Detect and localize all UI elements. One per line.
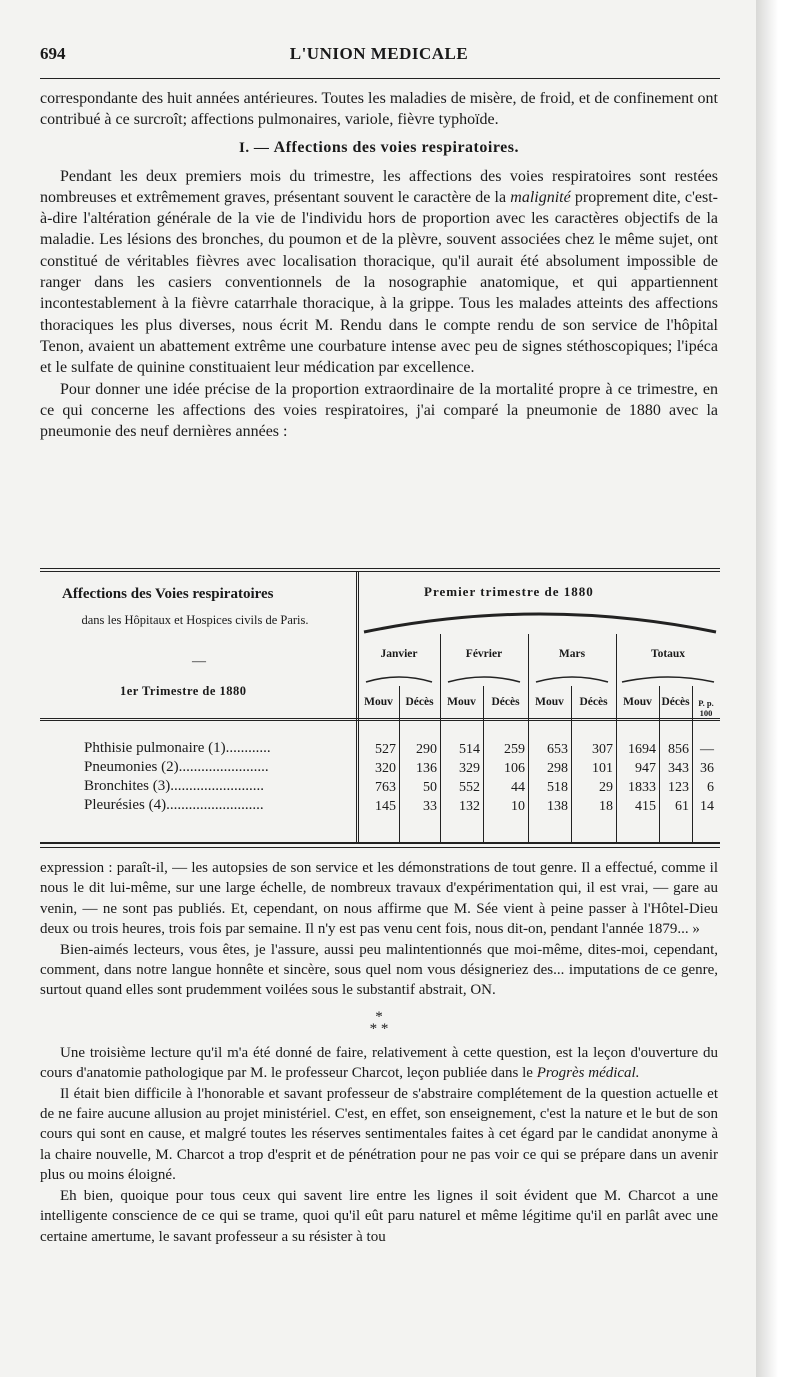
table-cell: 653	[547, 742, 568, 757]
paragraph-1-b: proprement dite, c'est-à-dire l'altération générale de la vie de l'individu hors de proportion avec les caractères objectifs de la maladie. Les lésions des bronches, du poumon et de la plèvre, souvent associées chez le même sujet, ont constitué de véritables fièvres avec localisation thoracique, qu'il aurait été absolument impossible de ranger dans les casiers conventionnels de la nosographie anatomique, et qui appartiennent incontestablement à la fièvre catarrhale thoracique, à la grippe. Tous les malades atteints des affections thoraciques les plus diverses, nous écrit M. Rendu dans le compte rendu de son service de l'hôpital Tenon, avaient un abattement extrême une courbature intense avec peu de signes stéthoscopiques; l'ipéca et le sulfate de quinine constituaient leur médication par excellence.	[40, 188, 719, 377]
table-top-rule-2	[40, 571, 720, 572]
table-cell: 307	[592, 742, 613, 757]
table-cell: 132	[459, 799, 480, 814]
table-cell: 1694	[628, 742, 656, 757]
table-top-rule	[40, 568, 720, 569]
mortality-table	[40, 568, 720, 848]
table-cell: 856	[668, 742, 689, 757]
table-cell: 123	[668, 780, 689, 795]
paragraph-1-a: Pendant les deux premiers mois du trimestre, les affections des voies respiratoires sont restées nombreuses et extrêmement graves, présentant souvent le caractère de la	[40, 167, 718, 206]
header-bottom-rule	[40, 718, 720, 719]
table-cell: 136	[416, 761, 437, 776]
sub-header-4: Décès	[491, 696, 520, 708]
table-bottom-rule	[40, 842, 720, 844]
section-separator	[40, 1008, 718, 1037]
table-subtitle: dans les Hôpitaux et Hospices civils de Paris.	[81, 613, 309, 627]
section-heading: Affections des voies respiratoires.	[273, 138, 519, 156]
table-cell: 6	[707, 780, 714, 795]
header-rule	[40, 78, 720, 79]
month-mars: Mars	[558, 648, 586, 660]
table-cell: 1833	[628, 780, 656, 795]
table-cell: 320	[375, 761, 396, 776]
sub-header-3: Mouv	[447, 696, 476, 708]
table-cell: 33	[423, 799, 437, 814]
page-header	[40, 44, 718, 74]
table-period: 1er Trimestre de 1880	[120, 684, 247, 698]
month-totaux: Totaux	[650, 648, 686, 660]
table-divider	[356, 572, 357, 842]
journal-title: L'UNION MEDICALE	[289, 44, 469, 63]
table-cell: 14	[700, 799, 714, 814]
table-cell: 36	[700, 761, 714, 776]
table-cell: 259	[504, 742, 525, 757]
table-cell: 343	[668, 761, 689, 776]
table-cell: 10	[511, 799, 525, 814]
table-cell: 101	[592, 761, 613, 776]
table-cell: 518	[547, 780, 568, 795]
table-cell: 527	[375, 742, 396, 757]
table-title: Affections des Voies respiratoires	[62, 586, 274, 602]
sub-header-7: Mouv	[623, 696, 652, 708]
table-cell: 552	[459, 780, 480, 795]
table-cell: 290	[416, 742, 437, 757]
table-cell: 329	[459, 761, 480, 776]
paragraph-4: Bien-aimés lecteurs, vous êtes, je l'assure, aussi peu malintentionnés que moi-même, dites-moi, cependant, comment, dans notre langue honnête et sincère, sous quel nom vous désigneriez des... imputations de ce genre, surtout quand elles sont prudemment voilées sous le substantif abstrait, ON.	[40, 941, 718, 999]
table-cell: 44	[511, 780, 525, 795]
table-cell: 50	[423, 780, 437, 795]
paragraph-5	[40, 1043, 718, 1084]
star-top: *	[375, 1008, 383, 1025]
table-cell: 29	[599, 780, 613, 795]
sub-header-5: Mouv	[535, 696, 564, 708]
table-cell: 106	[504, 761, 525, 776]
paragraph-3: expression : paraît-il, — les autopsies de son service et les démonstrations de tout genre. Il a effectué, comme il nous le dit lui-même, sur une large échelle, de nombreux travaux d'expérimentation qui, il est vrai, — gare au venin, — ne sont pas publiés. Et, cependant, on nous affirme que M. Sée vient à peine passer à l'Hôtel-Dieu deux ou trois heures, trois fois par semaine. Il n'y est pas venu cent fois, nous dit-on, pendant l'année 1879... »	[40, 860, 718, 938]
bottom-text-block	[40, 858, 718, 1247]
table-cell: 514	[459, 742, 480, 757]
table-cell: 138	[547, 799, 568, 814]
row-label-pneumonies: Pneumonies (2)........................	[84, 759, 269, 775]
table-cell: 415	[635, 799, 656, 814]
month-janvier: Janvier	[380, 648, 418, 660]
table-cell: 298	[547, 761, 568, 776]
top-text-block	[40, 88, 718, 442]
star-bottom: * *	[369, 1020, 389, 1037]
paragraph-1-emphasis: malignité	[510, 188, 571, 206]
section-title	[40, 139, 718, 157]
sub-header-9: P. p. 100	[698, 698, 714, 718]
table-dash: —	[192, 654, 206, 669]
sub-header-6: Décès	[579, 696, 608, 708]
row-label-bronchites: Bronchites (3).........................	[84, 778, 264, 794]
sub-header-2: Décès	[405, 696, 434, 708]
page-edge-shadow	[756, 0, 778, 1377]
brace-top	[362, 606, 720, 636]
paragraph-5-a: Une troisième lecture qu'il m'a été donné de faire, relativement à cette question, est la leçon d'ouverture du cours d'anatomie pathologique par M. le professeur Charcot, leçon publiée dans le	[40, 1044, 718, 1082]
paragraph-6: Il était bien difficile à l'honorable et savant professeur de s'abstraire complétement de la question actuelle et de ne faire aucune allusion au projet ministériel. C'est, en effet, son enseignement, c'est la nature et le but de son cours qui sont en cause, et malgré toutes les réserves sentimentales faites à cet égard par le candidat anonyme à la chaire nouvelle, M. Charcot a trop d'esprit et de pénétration pour ne pas voir ce qui se prépare dans un avenir plus ou moins éloigné.	[40, 1085, 718, 1184]
paragraph-1	[40, 166, 718, 379]
paragraph-7: Eh bien, quoique pour tous ceux qui savent lire entre les lignes il soit évident que M. Charcot a une intelligente conscience de ce qui se trame, quoi qu'il eût paru naturel et même légitime qu'il en parlât avec une certaine amertume, le savant professeur a su résister à tou	[40, 1187, 718, 1245]
paragraph-0: correspondante des huit années antérieures. Toutes les maladies de misère, de froid, et de confinement ont contribué à ce surcroît; affections pulmonaires, variole, fièvre typhoïde.	[40, 90, 718, 129]
table-cell: 947	[635, 761, 656, 776]
table-bottom-rule-2	[40, 847, 720, 848]
group-title: Premier trimestre de 1880	[424, 584, 594, 599]
month-fevrier: Février	[465, 648, 503, 660]
table-cell: 18	[599, 799, 613, 814]
table-cell: 61	[675, 799, 689, 814]
section-number: I. —	[239, 139, 270, 156]
paragraph-5-emphasis: Progrès médical.	[536, 1065, 640, 1082]
row-label-phthisie: Phthisie pulmonaire (1)............	[84, 740, 271, 756]
page-number: 694	[40, 44, 66, 63]
month-braces	[358, 670, 720, 686]
header-bottom-rule-2	[40, 720, 720, 721]
sub-header-8: Décès	[661, 696, 690, 708]
table-cell: —	[700, 742, 714, 757]
table-cell: 763	[375, 780, 396, 795]
sub-header-1: Mouv	[364, 696, 393, 708]
table-cell: 145	[375, 799, 396, 814]
paragraph-2: Pour donner une idée précise de la proportion extraordinaire de la mortalité propre à ce trimestre, en ce qui concerne les affections des voies respiratoires, j'ai comparé la pneumonie de 1880 avec la pneumonie des neuf dernières années :	[40, 380, 718, 441]
row-label-pleuresies: Pleurésies (4)..........................	[84, 797, 264, 813]
